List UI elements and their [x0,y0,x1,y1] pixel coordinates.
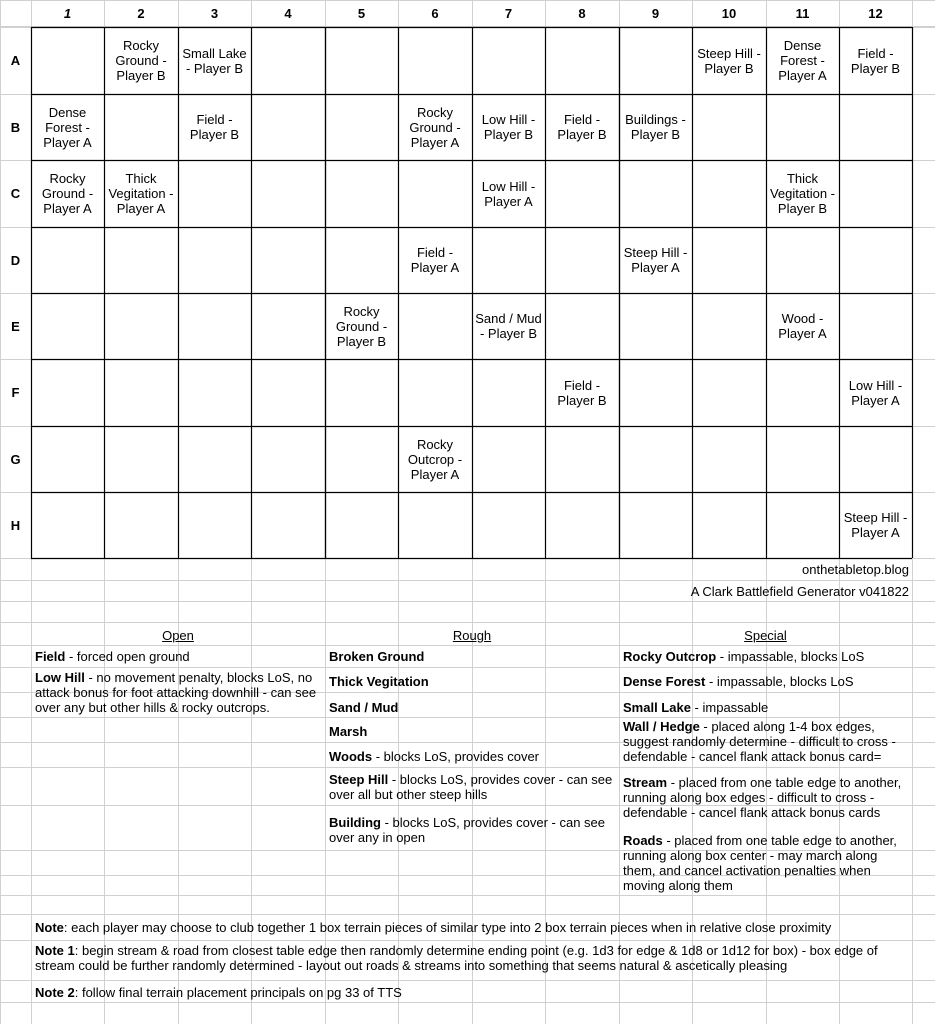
terrain-cell-F10[interactable] [692,359,766,426]
terrain-label: Field - Player B [557,377,607,408]
terrain-cell-D8[interactable] [545,227,619,293]
legend-item-special-2 [623,674,908,689]
note-text: : follow final terrain placement principals on pg 33 of TTS [74,985,402,1000]
terrain-cell-C11[interactable] [766,160,839,227]
terrain-cell-C1[interactable] [31,160,104,227]
terrain-cell-B10[interactable] [692,94,766,160]
legend-heading-special: Special [744,628,787,643]
legend-item-name: Dense Forest [623,674,706,689]
column-header-10: 10 [721,5,737,21]
terrain-cell-D4[interactable] [251,227,325,293]
row-header-C: C [10,186,21,201]
terrain-label: Low Hill - Player A [481,178,536,209]
terrain-cell-A11[interactable] [766,27,839,94]
legend-item-name: Broken Ground [329,649,425,664]
note-1 [35,943,915,973]
legend-item-name: Sand / Mud [329,700,399,715]
column-header-4: 4 [284,5,292,21]
column-header-12: 12 [868,5,883,21]
note-label: Note 2 [35,985,75,1000]
terrain-cell-H7[interactable] [472,492,545,558]
terrain-cell-C12[interactable] [839,160,912,227]
terrain-label: Buildings - Player B [625,112,686,142]
legend-item-rough-5 [329,749,615,764]
terrain-cell-A6[interactable] [398,27,472,94]
legend-item-name: Building [329,815,381,830]
terrain-cell-H9[interactable] [619,492,692,558]
legend-heading-open: Open [162,628,194,643]
terrain-label: Rocky Ground - Player B [335,303,388,349]
legend-item-desc: - placed from one table edge to another, running along box center - may march along them, and cancel activation penalties when moving along them [623,833,897,893]
legend-item-rough-6 [329,772,615,802]
column-header-5: 5 [357,5,366,21]
terrain-cell-H10[interactable] [692,492,766,558]
terrain-cell-H12[interactable] [839,492,912,558]
column-header-8: 8 [578,5,586,21]
note-0 [35,920,915,935]
terrain-cell-B5[interactable] [325,94,398,160]
terrain-cell-D11[interactable] [766,227,839,293]
legend-item-name: Low Hill [35,670,85,685]
terrain-cell-G3[interactable] [178,426,251,492]
legend-heading-rough: Rough [452,628,492,643]
terrain-cell-E2[interactable] [104,293,178,359]
terrain-cell-A7[interactable] [472,27,545,94]
terrain-cell-D5[interactable] [325,227,398,293]
column-header-11: 11 [795,5,810,21]
row-header-A: A [10,53,21,68]
terrain-cell-C8[interactable] [545,160,619,227]
terrain-cell-F3[interactable] [178,359,251,426]
terrain-label: Small Lake - Player B [182,45,247,76]
legend-item-desc: - blocks LoS, provides cover - can see over any in open [329,815,605,845]
terrain-label: Thick Vegitation - Player A [108,171,174,216]
legend-item-special-5 [623,775,908,820]
terrain-cell-H4[interactable] [251,492,325,558]
note-text: : begin stream & road from closest table edge then randomly determine ending point (e.g. 1d3 for edge & 1d8 or 1d12 for box) - box edge of stream could be further randomly determined - layout out roads & streams into something that seems natural & ascetically pleasing [35,943,878,973]
legend-item-open-1 [35,649,321,664]
terrain-cell-C6[interactable] [398,160,472,227]
legend-item-rough-1 [329,649,615,664]
legend-item-name: Woods [329,749,373,764]
note-2 [35,985,915,1000]
terrain-cell-E1[interactable] [31,293,104,359]
legend-item-desc: - impassable [690,700,769,715]
terrain-label: Dense Forest - Player A [778,38,827,83]
legend-item-name: Wall / Hedge [623,719,700,734]
note-text: : each player may choose to club together 1 box terrain pieces of similar type into 2 box terrain pieces when in relative close proximity [63,920,832,935]
terrain-cell-B3[interactable] [178,94,251,160]
terrain-cell-F2[interactable] [104,359,178,426]
terrain-label: Field - Player B [850,45,901,76]
terrain-cell-G11[interactable] [766,426,839,492]
terrain-cell-H6[interactable] [398,492,472,558]
terrain-cell-H8[interactable] [545,492,619,558]
terrain-cell-E8[interactable] [545,293,619,359]
terrain-cell-E10[interactable] [692,293,766,359]
terrain-cell-G12[interactable] [839,426,912,492]
terrain-label: Thick Vegitation - Player B [769,171,836,216]
row-header-D: D [10,252,21,268]
terrain-cell-F5[interactable] [325,359,398,426]
legend-item-name: Stream [623,775,668,790]
terrain-cell-B6[interactable] [398,94,472,160]
terrain-cell-H3[interactable] [178,492,251,558]
terrain-cell-D12[interactable] [839,227,912,293]
site-credit: onthetabletop.blog [802,562,909,577]
terrain-cell-A5[interactable] [325,27,398,94]
legend-item-special-3 [623,700,908,715]
terrain-cell-C5[interactable] [325,160,398,227]
terrain-cell-H2[interactable] [104,492,178,558]
legend-item-name: Thick Vegitation [329,674,429,689]
legend-item-name: Roads [623,833,663,848]
terrain-cell-E11[interactable] [766,293,839,359]
terrain-cell-B8[interactable] [545,94,619,160]
terrain-cell-A8[interactable] [545,27,619,94]
column-header-7: 7 [504,5,513,21]
terrain-cell-G10[interactable] [692,426,766,492]
terrain-cell-G8[interactable] [545,426,619,492]
legend-item-name: Small Lake [623,700,691,715]
legend-item-open-2 [35,670,321,715]
row-header-G: G [10,451,21,467]
terrain-cell-A3[interactable] [178,27,251,94]
terrain-label: Field - Player A [410,245,460,275]
legend-item-rough-2 [329,674,615,689]
terrain-cell-E7[interactable] [472,293,545,359]
terrain-label: Dense Forest - Player A [43,104,92,150]
legend-item-special-6 [623,833,908,893]
note-label: Note 1 [35,943,75,958]
terrain-cell-A1[interactable] [31,27,104,94]
terrain-label: Wood - Player A [778,311,827,341]
terrain-cell-C2[interactable] [104,160,178,227]
legend-item-desc: - placed from one table edge to another, running along box edges - difficult to cross - defendable - cancel flank attack bonus cards [623,775,902,820]
terrain-cell-A2[interactable] [104,27,178,94]
terrain-cell-F11[interactable] [766,359,839,426]
terrain-label: Sand / Mud - Player B [475,311,542,341]
terrain-cell-H11[interactable] [766,492,839,558]
column-header-2: 2 [137,5,145,21]
column-header-6: 6 [431,5,439,21]
terrain-cell-D3[interactable] [178,227,251,293]
terrain-cell-F8[interactable] [545,359,619,426]
legend-item-rough-4 [329,724,615,739]
terrain-cell-B2[interactable] [104,94,178,160]
legend-item-desc: - blocks LoS, provides cover [372,749,539,764]
column-header-3: 3 [210,5,219,21]
terrain-cell-E3[interactable] [178,293,251,359]
legend-item-desc: - no movement penalty, blocks LoS, no attack bonus for foot attacking downhill - can see over any but other hills & rocky outcrops. [35,670,317,715]
legend-item-special-4 [623,719,908,764]
legend-item-rough-3 [329,700,615,715]
terrain-cell-G7[interactable] [472,426,545,492]
terrain-cell-B11[interactable] [766,94,839,160]
terrain-cell-D2[interactable] [104,227,178,293]
terrain-cell-C10[interactable] [692,160,766,227]
terrain-cell-G1[interactable] [31,426,104,492]
terrain-cell-E9[interactable] [619,293,692,359]
legend-item-desc: - forced open ground [65,649,190,664]
terrain-cell-A10[interactable] [692,27,766,94]
terrain-cell-D6[interactable] [398,227,472,293]
row-header-H: H [10,517,21,533]
terrain-cell-G6[interactable] [398,426,472,492]
terrain-cell-F12[interactable] [839,359,912,426]
legend-item-name: Field [35,649,66,664]
terrain-cell-F7[interactable] [472,359,545,426]
legend-item-desc: - impassable, blocks LoS [716,649,865,664]
terrain-cell-E6[interactable] [398,293,472,359]
terrain-cell-D9[interactable] [619,227,692,293]
terrain-label: Rocky Ground - Player A [41,171,94,216]
terrain-cell-H5[interactable] [325,492,398,558]
legend-item-rough-7 [329,815,615,845]
legend-item-name: Rocky Outcrop [623,649,717,664]
terrain-cell-G4[interactable] [251,426,325,492]
terrain-cell-D1[interactable] [31,227,104,293]
terrain-cell-A9[interactable] [619,27,692,94]
terrain-label: Field - Player B [557,112,607,142]
terrain-cell-C7[interactable] [472,160,545,227]
terrain-label: Steep Hill - Player A [623,245,688,275]
terrain-label: Rocky Ground - Player B [115,38,167,83]
terrain-cell-E4[interactable] [251,293,325,359]
terrain-cell-F9[interactable] [619,359,692,426]
terrain-label: Rocky Ground - Player A [409,104,461,150]
terrain-cell-C3[interactable] [178,160,251,227]
legend-item-name: Marsh [329,724,368,739]
terrain-cell-B7[interactable] [472,94,545,160]
terrain-cell-E5[interactable] [325,293,398,359]
terrain-cell-A12[interactable] [839,27,912,94]
terrain-label: Low Hill - Player A [848,377,903,408]
column-header-9: 9 [651,5,660,21]
terrain-cell-G2[interactable] [104,426,178,492]
row-header-F: F [11,385,20,400]
terrain-cell-B9[interactable] [619,94,692,160]
terrain-cell-A4[interactable] [251,27,325,94]
terrain-cell-G9[interactable] [619,426,692,492]
row-header-B: B [10,119,21,135]
legend-item-desc: - placed along 1-4 box edges, suggest randomly determine - difficult to cross - defendable - cancel flank attack bonus card= [623,719,896,764]
terrain-cell-D10[interactable] [692,227,766,293]
terrain-cell-F1[interactable] [31,359,104,426]
generator-credit: A Clark Battlefield Generator v041822 [690,584,909,599]
legend-item-special-1 [623,649,908,664]
terrain-label: Low Hill - Player B [481,112,536,142]
terrain-cell-G5[interactable] [325,426,398,492]
terrain-cell-F6[interactable] [398,359,472,426]
terrain-cell-B4[interactable] [251,94,325,160]
terrain-cell-D7[interactable] [472,227,545,293]
legend-item-desc: - blocks LoS, provides cover - can see over all but other steep hills [329,772,613,802]
terrain-label: Rocky Outcrop - Player A [407,436,463,482]
legend-item-desc: - impassable, blocks LoS [705,674,854,689]
legend-item-name: Steep Hill [329,772,389,787]
terrain-cell-C4[interactable] [251,160,325,227]
note-label: Note [35,920,64,935]
row-header-E: E [11,318,20,334]
terrain-cell-C9[interactable] [619,160,692,227]
terrain-label: Steep Hill - Player B [697,45,761,76]
terrain-cell-F4[interactable] [251,359,325,426]
terrain-label: Field - Player B [189,112,240,142]
column-header-1: 1 [63,5,72,21]
terrain-cell-B1[interactable] [31,94,104,160]
terrain-cell-E12[interactable] [839,293,912,359]
terrain-cell-H1[interactable] [31,492,104,558]
terrain-label: Steep Hill - Player A [843,510,908,540]
terrain-cell-B12[interactable] [839,94,912,160]
